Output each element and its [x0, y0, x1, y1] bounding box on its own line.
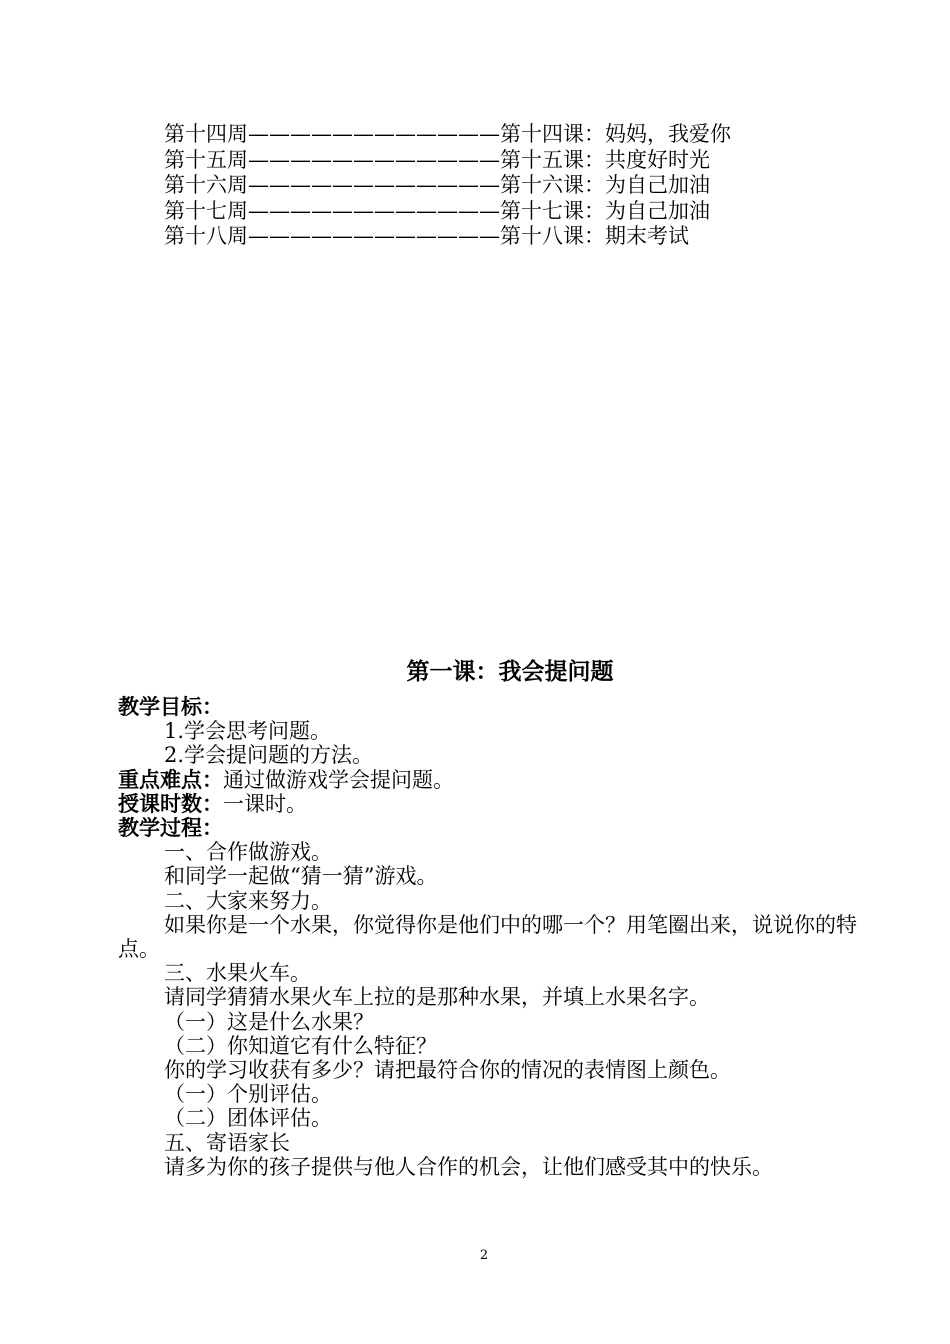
process-item: 请同学猜猜水果火车上拉的是那种水果，并填上水果名字。	[164, 985, 710, 1010]
lesson-label: 第十六课：为自己加油	[500, 173, 710, 197]
focus-label: 重点难点：	[118, 767, 223, 792]
dash-separator: ————————————	[248, 122, 500, 146]
week-label: 第十五周	[164, 147, 248, 172]
process-label: 教学过程：	[118, 816, 223, 841]
process-item: 五、寄语家长	[164, 1130, 290, 1155]
week-label: 第十七周	[164, 198, 248, 223]
goal-item: 1.学会思考问题。	[164, 719, 332, 744]
process-item: （二）团体评估。	[164, 1106, 332, 1131]
process-item: 和同学一起做“猜一猜”游戏。	[164, 864, 438, 889]
week-label: 第十四周	[164, 122, 248, 146]
lesson-label: 第十五课：共度好时光	[500, 147, 710, 172]
process-item: 二、大家来努力。	[164, 888, 332, 913]
page-number: 2	[479, 1248, 489, 1263]
lesson-section	[118, 655, 858, 1179]
lesson-label: 第十七课：为自己加油	[500, 198, 710, 223]
hours-line	[118, 792, 858, 816]
schedule-row	[164, 199, 731, 225]
lesson-label: 第十八课：期末考试	[500, 224, 689, 248]
hours-label: 授课时数：	[118, 791, 223, 816]
lesson-title: 第一课：我会提问题	[406, 659, 614, 685]
process-item: 如果你是一个水果，你觉得你是他们中的哪一个？用笔圈出来，说说你的特点。	[118, 912, 857, 962]
schedule-row	[164, 122, 731, 148]
hours-text: 一课时。	[223, 791, 307, 816]
process-heading	[118, 816, 858, 840]
process-item: （一）个别评估。	[164, 1082, 332, 1107]
week-label: 第十八周	[164, 224, 248, 248]
dash-separator: ————————————	[248, 173, 500, 197]
goal-item: 2.学会提问题的方法。	[164, 743, 374, 768]
focus-text: 通过做游戏学会提问题。	[223, 767, 454, 792]
dash-separator: ————————————	[248, 198, 500, 223]
process-item: 请多为你的孩子提供与他人合作的机会，让他们感受其中的快乐。	[164, 1154, 773, 1179]
schedule-list	[164, 122, 731, 250]
dash-separator: ————————————	[248, 224, 500, 248]
process-item: 三、水果火车。	[164, 961, 311, 986]
process-item: 一、合作做游戏。	[164, 840, 332, 865]
process-item: （二）你知道它有什么特征？	[164, 1033, 437, 1058]
process-item: （一）这是什么水果？	[164, 1009, 374, 1034]
schedule-row	[164, 148, 731, 174]
dash-separator: ————————————	[248, 147, 500, 172]
schedule-row	[164, 224, 731, 250]
process-item: 你的学习收获有多少？请把最符合你的情况的表情图上颜色。	[164, 1058, 731, 1083]
lesson-label: 第十四课：妈妈，我爱你	[500, 122, 731, 146]
focus-line	[118, 768, 858, 792]
goals-heading	[118, 695, 858, 719]
week-label: 第十六周	[164, 173, 248, 197]
goals-label: 教学目标：	[118, 695, 223, 719]
schedule-row	[164, 173, 731, 199]
